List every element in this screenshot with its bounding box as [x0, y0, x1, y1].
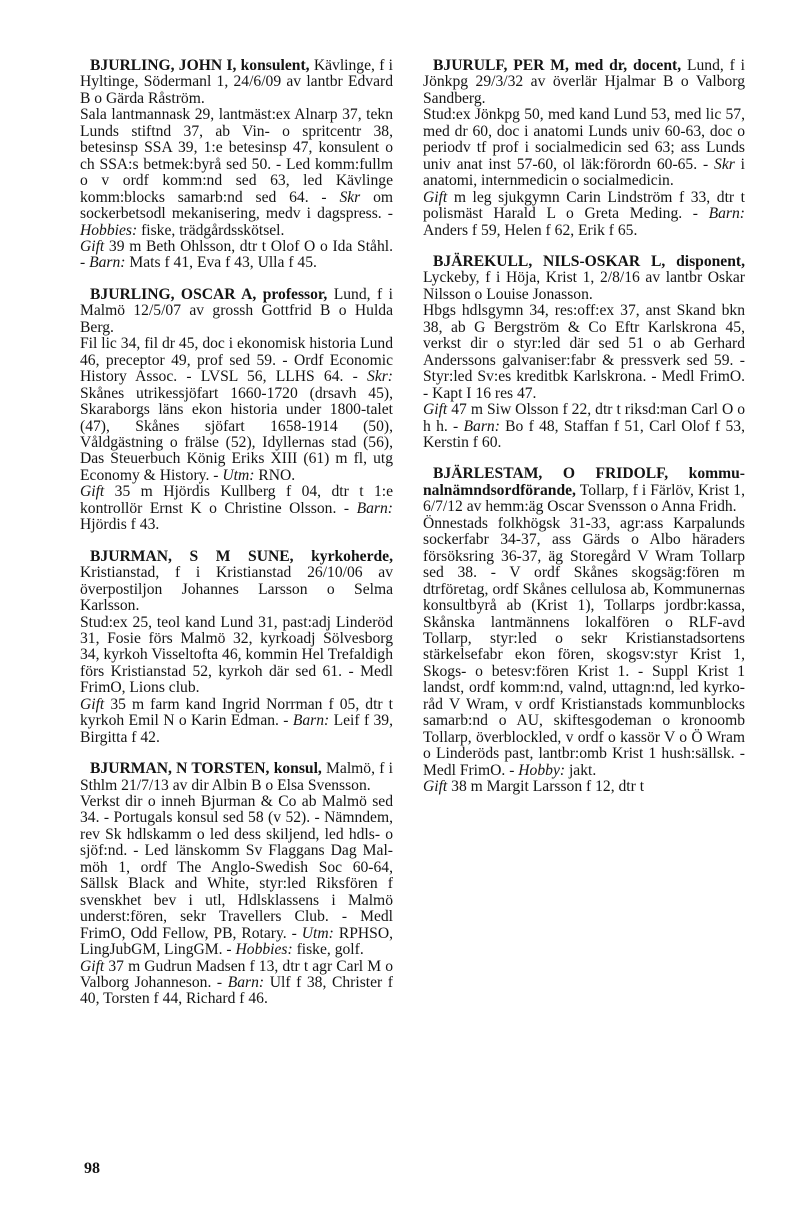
entry-intro: BJÄRLESTAM, O FRIDOLF, kommunalnämndsordförande, Tollarp, f i Färlöv, Krist 1, 6/7/12 av hemm:äg Oscar Svensson o Anna Fridh.: [423, 465, 745, 516]
entry-bjurling-john: [80, 58, 393, 272]
entry-headword: BJURULF, PER M, med dr, docent,: [433, 57, 682, 74]
entry-career: Hbgs hdlsgymn 34, res:off:ex 37, anst Skand bkn 38, ab G Bergström & Co Eftr Karlskrona 45, verkst dir o styr:led där sed 51 o ab Gerhard Anderssons galvaniser:fabr & pressverk sed 59. - Styr:led Sv:es kreditbk Karlskrona. - Medl FrimO. - Kapt I 16 res 47.: [423, 302, 745, 402]
entry-bjarlestam-fridolf: [423, 466, 745, 795]
left-column: [80, 58, 393, 1023]
entry-family: Gift 37 m Gudrun Madsen f 13, dtr t agr Carl M o Valborg Johanneson. - Barn: Ulf f 38, Christer f 40, Torsten f 44, Richard f 46.: [80, 957, 393, 1008]
entry-intro: BJURMAN, N TORSTEN, konsul, Malmö, f i Sthlm 21/7/13 av dir Albin B o Elsa Svensson.: [80, 760, 393, 794]
entry-family: Gift 35 m Hjördis Kullberg f 04, dtr t 1:e kontrollör Ernst K o Christine Olsson. - Barn: Hjördis f 43.: [80, 483, 393, 534]
entry-career: Stud:ex Jönkpg 50, med kand Lund 53, med lic 57, med dr 60, doc i anatomi Lunds univ 60-63, doc o periodv tf prof i socialmedicin sed 63; ass Lunds univ anat inst 57-60, ol läk:förordn 60-65. - Skr i anatomi, internmedicin o socialmedicin.: [423, 106, 745, 190]
entry-intro: BJURLING, JOHN I, konsulent, Kävlinge, f i Hyltinge, Södermanl 1, 24/6/09 av lantbr Edvard B o Gärda Råström.: [80, 57, 394, 107]
entry-bjurling-oscar: [80, 287, 393, 534]
entry-family: Gift m leg sjukgymn Carin Lindström f 33, dtr t polismäst Harald L o Greta Meding. - Barn: Anders f 59, Helen f 62, Erik f 65.: [423, 188, 745, 239]
entry-intro: BJÄREKULL, NILS-OSKAR L, disponent, Lyckeby, f i Höja, Krist 1, 2/8/16 av lantbr Oskar Nilsson o Louise Jonasson.: [423, 252, 745, 303]
entry-bjurulf-per: [423, 58, 745, 239]
page-number: 98: [84, 1160, 100, 1177]
entry-intro: BJURULF, PER M, med dr, docent, Lund, f i Jönkpg 29/3/32 av överlär Hjalmar B o Valborg Sandberg.: [423, 57, 745, 107]
entry-bjurman-torsten-part1: [80, 761, 393, 1008]
entry-family: Gift 47 m Siw Olsson f 22, dtr t riksd:man Carl O o h h. - Barn: Bo f 48, Staffan f 51, Carl Olof f 53, Kerstin f 60.: [423, 401, 745, 451]
entry-headword: BJURMAN, S M SUNE, kyrkoherde,: [90, 547, 393, 565]
entry-family: Gift 35 m farm kand Ingrid Norrman f 05, dtr t kyrkoh Emil N o Karin Edman. - Barn: Leif f 39, Birgitta f 42.: [80, 695, 393, 746]
entry-career: Fil lic 34, fil dr 45, doc i ekonomisk historia Lund 46, preceptor 49, prof sed 59. - Ordf Economic History Assoc. - LVSL 56, LLHS 64. - Skr: Skånes utrikessjöfart 1660-1720 (drsavh 45), Skaraborgs läns ekon historia under 1800-talet (47), Skånes sjöfart 1658-1914 (50), Våldgästning o frälse (52), Idyllernas stad (56), Das Steuerbuch König Eriks XIII (61) m fl, utg Economy & History. - Utm: RNO.: [80, 335, 393, 484]
entry-career: Verkst dir o inneh Bjurman & Co ab Malmö sed 34. - Portugals konsul sed 58 (v 52). - Nämndem, rev Sk hdlskamm o led dess skiljend, led hdls- o sjöf:nd. - Led länskomm Sv Flaggans Dag Malmöh 1, ordf The Anglo-Swedish Soc 60-64, Sällsk Black and White, styr:led Riksfören f svenskhet bev i utl, Hdlsklassens i Malmö underst:fören, sekr Travellers Club. - Medl FrimO, Odd Fellow, PB, Rotary. - Utm: RPHSO, LingJubGM, LingGM. - Hobbies: fiske, golf.: [80, 793, 393, 959]
entry-headword: BJÄREKULL, NILS-OSKAR L, disponent,: [433, 252, 745, 270]
entry-bjarekull-nils-oskar: [423, 254, 745, 451]
entry-career: Stud:ex 25, teol kand Lund 31, past:adj Linderöd 31, Fosie förs Malmö 32, kyrkoadj Sölvesborg 34, kyrkoh Visseltofta 46, kommin Hel Trefaldigh förs Kristianstad 52, kyrkoh där sed 61. - Medl FrimO, Lions club.: [80, 613, 393, 697]
entry-headword: BJURLING, JOHN I, konsulent,: [90, 57, 310, 74]
entry-career: Sala lantmannask 29, lantmäst:ex Alnarp 37, tekn Lunds stiftnd 37, ab Vin- o spritcentr 38, betesinsp SSA 39, 1:e betesinsp 47, konsulent o ch SSA:s betmek:byrå sed 50. - Led komm:fullm o v ordf komm:nd sed 63, led Kävlinge komm:blocks samarb:nd sed 64. - Skr om sockerbetsodl mekanisering, medv i dagspress. - Hobbies: fiske, trädgårdsskötsel.: [80, 106, 393, 239]
entry-family: Gift 39 m Beth Ohlsson, dtr t Olof O o Ida Ståhl. - Barn: Mats f 41, Eva f 43, Ulla f 45.: [80, 237, 393, 272]
entry-career: Önnestads folkhögsk 31-33, agr:ass Karpalunds sockerfabr 34-37, ass Gärds o Albo häraders försöksring 36-37, äg Storegård V Wram Tollarp sed 38. - V ordf Skånes skogsäg:fören m dtrföretag, ordf Skånes cellulosa ab, Kommunernas konsultbyrå ab (Krist 1), Tollarps jordbr:kassa, Skånska lantmännens lokalfören o RLF-avd Tollarp, styr:led o sekr Kristianstadsortens stärkelsefabr ekon fören, skogsv:styr Krist 1, Skogs- o betesv:fören Krist 1. - Suppl Krist 1 landst, ordf komm:nd, valnd, uttagn:nd, led kyrkoråd V Wram, v ordf Kristianstads kommunblocks samarb:nd o AU, skiftesgodeman o kronoomb Tollarp, överblockled, v ordf o kassör V o Ö Wram o Linderöds past, lantbr:omb Krist 1 hush:sällsk. - Medl FrimO. - Hobby: jakt.: [423, 514, 745, 779]
entry-headword: BJÄRLESTAM, O FRIDOLF, kommunalnämndsordförande,: [423, 465, 745, 499]
entry-headword: BJURMAN, N TORSTEN, konsul,: [90, 760, 322, 778]
entry-intro: BJURLING, OSCAR A, professor, Lund, f i Malmö 12/5/07 av grossh Gottfrid B o Hulda Berg.: [80, 285, 393, 336]
entry-family: Gift 38 m Margit Larsson f 12, dtr t: [423, 778, 645, 796]
right-column: [423, 58, 745, 810]
entry-headword: BJURLING, OSCAR A, professor,: [90, 285, 328, 303]
entry-intro: BJURMAN, S M SUNE, kyrkoherde, Kristianstad, f i Kristianstad 26/10/06 av överpostiljon Johannes Larsson o Selma Karlsson.: [80, 547, 393, 615]
entry-bjurman-sune: [80, 549, 393, 746]
